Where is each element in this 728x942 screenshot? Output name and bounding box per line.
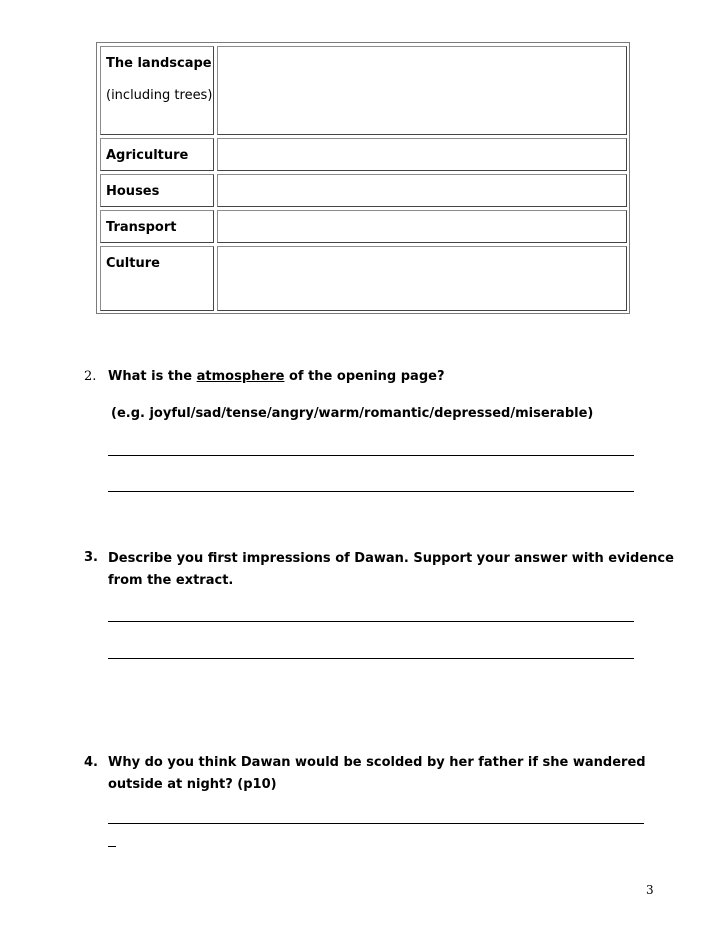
houses-answer-cell[interactable]: [217, 174, 627, 207]
q2-text-before: What is the: [108, 369, 197, 384]
q4-answer-line-1[interactable]: [108, 823, 644, 824]
q2-emphasis: atmosphere: [196, 369, 285, 384]
q2-number: 2.: [84, 369, 97, 384]
transport-answer-cell[interactable]: [217, 210, 627, 243]
houses-label: Houses: [106, 184, 160, 199]
q3-number: 3.: [84, 550, 98, 565]
landscape-label: The landscape: [106, 56, 212, 71]
culture-label: Culture: [106, 256, 160, 271]
landscape-sublabel: (including trees): [106, 88, 213, 103]
q2-answer-line-2[interactable]: [108, 491, 634, 492]
q4-answer-line-2[interactable]: [108, 846, 116, 847]
agriculture-label: Agriculture: [106, 148, 189, 163]
row-label-houses: [100, 174, 214, 207]
agriculture-answer-cell[interactable]: [217, 138, 627, 171]
q4-line-1: Why do you think Dawan would be scolded by her father if she wandered: [108, 755, 646, 770]
transport-label: Transport: [106, 220, 177, 235]
q2-question: [108, 366, 445, 388]
row-label-landscape: [100, 46, 214, 135]
q3-question: [108, 548, 674, 592]
q2-text-after: of the opening page?: [284, 369, 445, 384]
q2-examples: (e.g. joyful/sad/tense/angry/warm/romantic/depressed/miserable): [111, 406, 594, 421]
q3-answer-line-2[interactable]: [108, 658, 634, 659]
q4-line-2: outside at night? (p10): [108, 777, 277, 792]
page-number: 3: [646, 883, 654, 897]
q4-number: 4.: [84, 755, 98, 770]
row-label-agriculture: [100, 138, 214, 171]
q3-line-2: from the extract.: [108, 573, 234, 588]
culture-answer-cell[interactable]: [217, 246, 627, 311]
row-label-transport: [100, 210, 214, 243]
landscape-answer-cell[interactable]: [217, 46, 627, 135]
q2-answer-line-1[interactable]: [108, 455, 634, 456]
q3-answer-line-1[interactable]: [108, 621, 634, 622]
observation-table: [96, 42, 630, 314]
row-label-culture: [100, 246, 214, 311]
q4-question: [108, 752, 654, 796]
q3-line-1: Describe you first impressions of Dawan. Support your answer with evidence: [108, 551, 674, 566]
